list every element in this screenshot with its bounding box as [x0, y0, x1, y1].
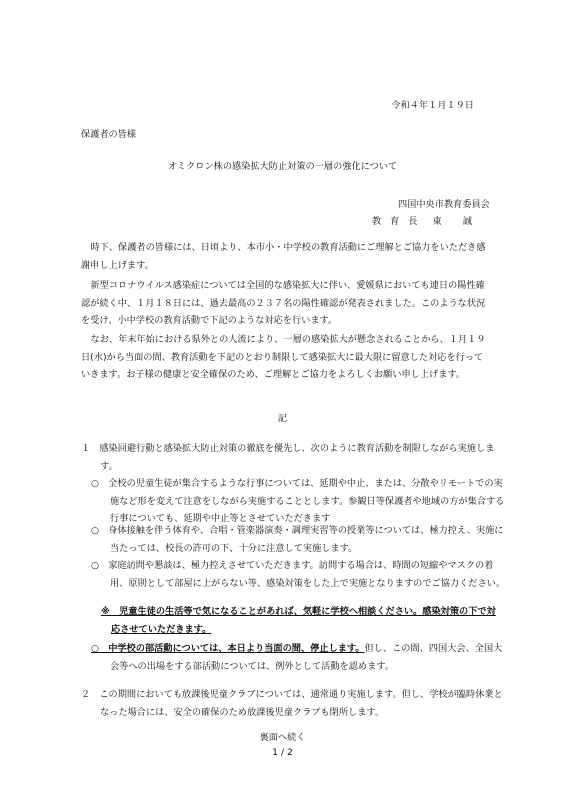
paragraph-situation: 新型コロナウイルス感染症については全国的な感染拡大に伴い、愛媛県においても連日の陽性確認が続く中、１月１８日には、過去最高の２３７名の陽性確認が発表されました。このような状況を受け、小中学校の教育活動で下記のような対応を行います。: [81, 280, 486, 326]
list-item-2: ２ この期間においても放課後児童クラブについては、通常通り実施します。但し、学校が臨時休業となった場合には、安全の確保のため放課後児童クラブも閉所します。: [81, 689, 503, 718]
club-activities-suspension: ○ 中学校の部活動については、本日より当面の間、停止します。: [91, 643, 365, 654]
page-number: 1 / 2: [272, 747, 293, 758]
addressee: 保護者の皆様: [81, 129, 137, 140]
club-activities-exception: 但し、この間、四国大会、全国大会等への出場をする部活動については、例外として活動を認めます。: [110, 643, 503, 672]
list-item-1: １ 感染回避行動と感染拡大防止対策の徹底を優先し、次のように教育活動を制限しながら実施します。: [81, 443, 495, 472]
continued-overleaf: 裏面へ続く: [259, 732, 306, 743]
consultation-note-text: ※ 児童生徒の生活等で気になることがあれば、気軽に学校へ相談ください。感染対策の下で対応させていただきます。: [101, 606, 496, 635]
sub-item-home-visits: ○ 家庭訪問や懇談は、極力控えさせていただきます。訪問する場合は、時間の短縮やマスクの着用、原則として部屋に上がらない等、感染対策をした上で実施となりますのでご協力ください。: [91, 560, 506, 589]
issuer-official: 教 育 長 東 誠: [372, 216, 476, 227]
document-title: オミクロン株の感染拡大防止対策の一層の強化について: [167, 161, 398, 172]
letter-date: 令和４年１月１９日: [391, 100, 474, 111]
issuer-organization: 四国中央市教育委員会: [398, 199, 490, 210]
sub-item-club-activities: [91, 640, 507, 675]
sub-item-events: ○ 全校の児童生徒が集合するような行事については、延期や中止、または、分散やリモートでの実施など形を変えて注意をしながら実施することとします。参観日等保護者や地域の方が集合する行事についても、延期や中止等とさせていただきます: [91, 478, 505, 524]
paragraph-greeting: 時下、保護者の皆様には、日頃より、本市小・中学校の教育活動にご理解とご協力をいただき感謝申し上げます。: [81, 242, 486, 271]
paragraph-request: なお、年末年始における県外との人流により、一層の感染拡大が懸念されることから、１月１９日(水)から当面の間、教育活動を下記のとおり制限して感染拡大に最大限に留意した対応を行っていきます。お子様の健康と安全確保のため、ご理解とご協力をよろしくお願い申し上げます。: [81, 334, 486, 380]
sub-item-classes: ○ 身体接触を伴う体育や、合唱・管楽器演奏・調理実習等の授業等については、極力控え、実施に当たっては、校長の許可の下、十分に注意して実施します。: [91, 525, 504, 554]
ki-heading: 記: [277, 413, 288, 424]
consultation-note: [101, 603, 498, 638]
